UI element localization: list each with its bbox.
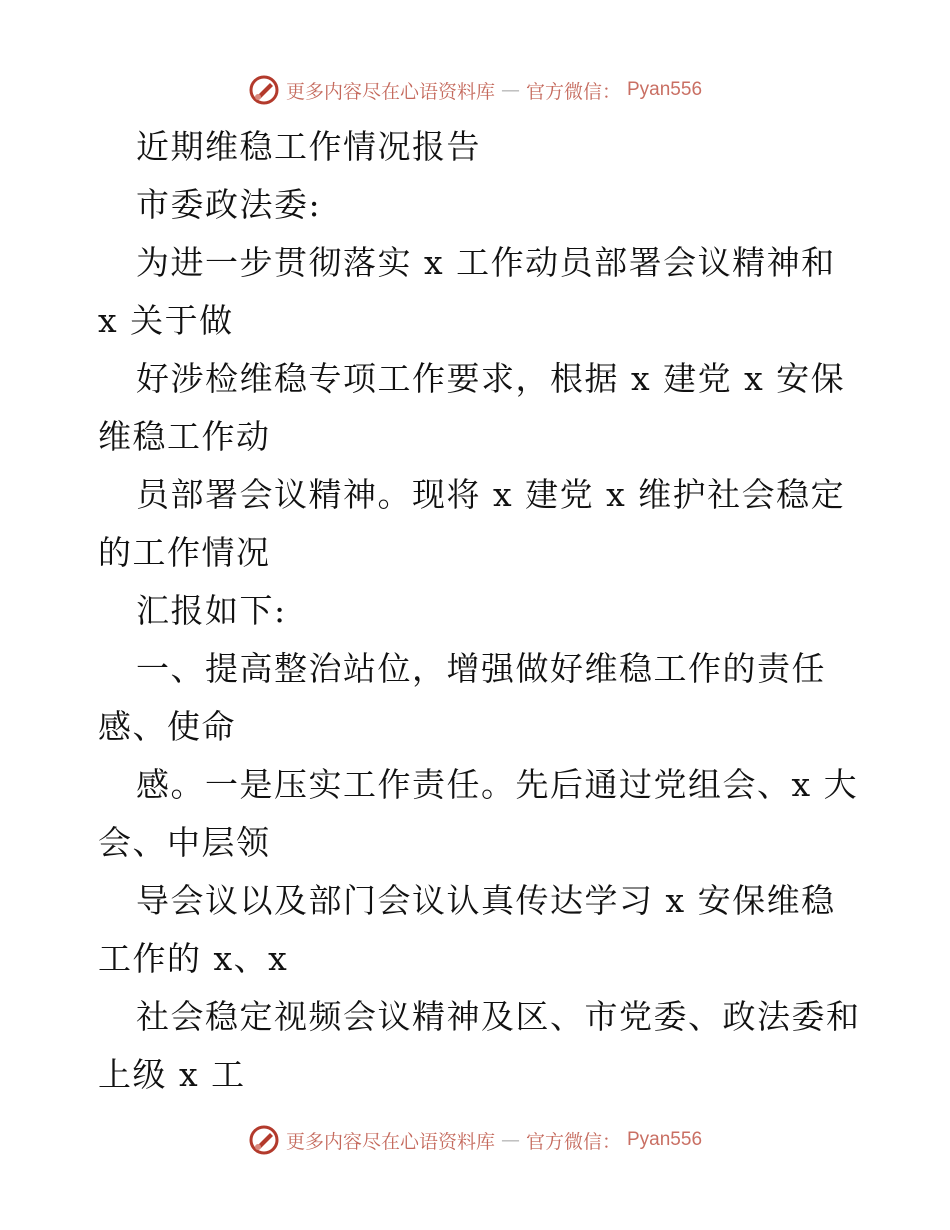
text-line: 员部署会议精神。现将 x 建党 x 维护社会稳定 — [136, 475, 846, 514]
text-line: 近期维稳工作情况报告 — [136, 127, 481, 166]
text-line: 市委政法委: — [136, 185, 322, 224]
footer-watermark — [0, 1120, 950, 1160]
watermark-label: 官方微信： — [525, 80, 621, 103]
watermark-label: 官方微信： — [525, 1130, 621, 1153]
watermark-separator: — — [500, 1129, 520, 1151]
text-line: 工作的 x、x — [98, 939, 289, 978]
text-line: 维稳工作动 — [98, 417, 271, 456]
text-line: 为进一步贯彻落实 x 工作动员部署会议精神和 — [136, 243, 836, 282]
watermark-wechat-id: Pyan556 — [627, 79, 703, 100]
logo-brush-icon — [248, 74, 280, 106]
watermark-separator: — — [500, 79, 520, 101]
text-line: 的工作情况 — [98, 533, 271, 572]
text-line: 上级 x 工 — [98, 1055, 246, 1094]
watermark-site-text: 更多内容尽在心语资料库 — [285, 1130, 495, 1153]
text-line: 导会议以及部门会议认真传达学习 x 安保维稳 — [136, 881, 836, 920]
watermark-site-text: 更多内容尽在心语资料库 — [285, 80, 495, 103]
text-line: 好涉检维稳专项工作要求，根据 x 建党 x 安保 — [136, 359, 846, 398]
text-line: 会、中层领 — [98, 823, 271, 862]
text-line: 感、使命 — [98, 707, 236, 746]
watermark-wechat-id: Pyan556 — [627, 1129, 703, 1150]
text-line: 社会稳定视频会议精神及区、市党委、政法委和 — [136, 997, 861, 1036]
logo-brush-icon — [248, 1124, 280, 1156]
document-body — [98, 118, 861, 1104]
text-line: x 关于做 — [98, 301, 234, 340]
text-line: 一、提高整治站位，增强做好维稳工作的责任 — [136, 649, 826, 688]
text-line: 感。一是压实工作责任。先后通过党组会、x 大 — [136, 765, 859, 804]
header-watermark — [0, 70, 950, 110]
text-line: 汇报如下: — [136, 591, 287, 630]
